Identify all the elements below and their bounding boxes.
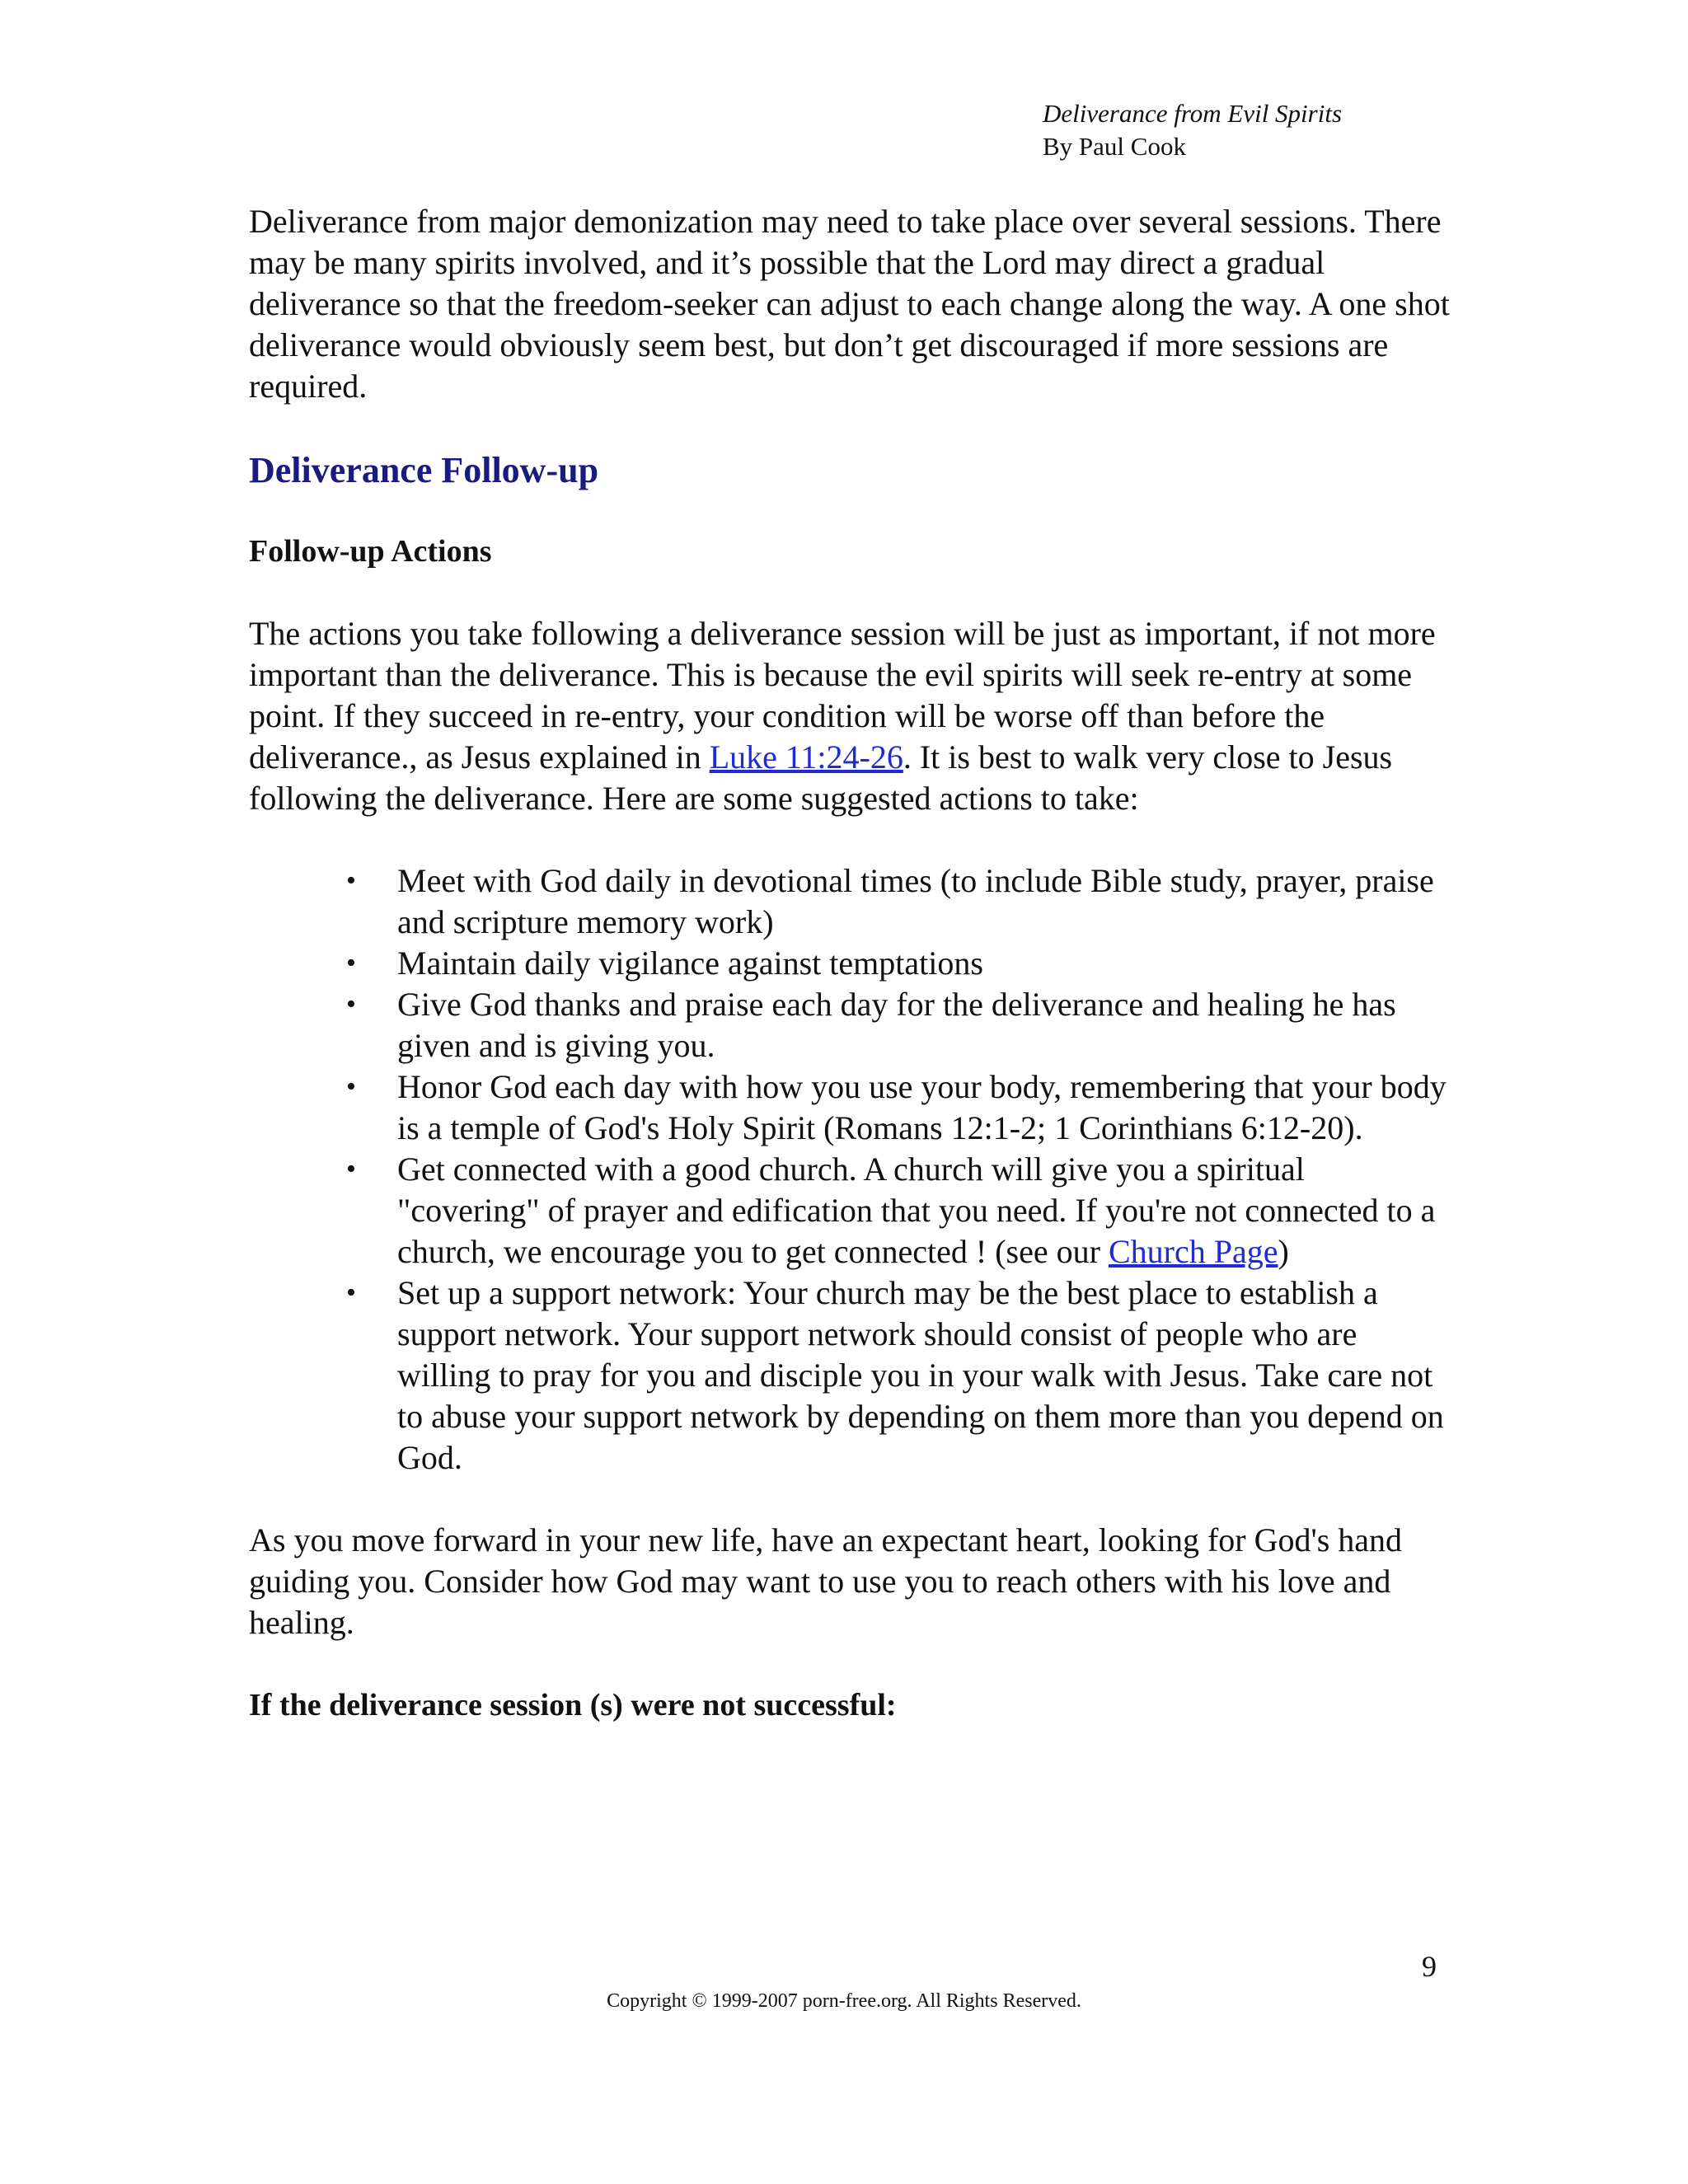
forward-paragraph: As you move forward in your new life, have an expectant heart, looking for God's hand guiding you. Consider how God may want to use you to reach others with his love and healing. [249, 1521, 1403, 1641]
list-item [249, 1272, 1452, 1479]
list-item-text-end: ) [1278, 1233, 1289, 1270]
bullet-icon: • [346, 989, 356, 1019]
list-item-text: Set up a support network: Your church may be the best place to establish a support network. Your support network should consist of people who are willing to pray for you and disciple you in your walk with Jesus. Take care not to abuse your support network by depending on them more than you depend on God. [397, 1274, 1444, 1476]
actions-paragraph-text-end: . It is best to walk very close to Jesus following the deliverance. Here are some suggested actions to take: [249, 738, 1393, 817]
page-number: 9 [1422, 1950, 1437, 1983]
list-item-text: Get connected with a good church. A church will give you a spiritual "covering" of prayer and edification that you need. If you're not connected to a church, we encourage you to get connected ! (see our [397, 1151, 1436, 1270]
bullet-icon: • [346, 948, 356, 978]
actions-list [249, 860, 1452, 1479]
bullet-icon: • [346, 1277, 356, 1308]
list-item [249, 1066, 1452, 1149]
running-header-title: Deliverance from Evil Spirits [1043, 99, 1343, 128]
list-item-text: Honor God each day with how you use your body, remembering that your body is a temple of God's Holy Spirit (Romans 12:1-2; 1 Corinthians 6:12-20). [397, 1068, 1447, 1146]
running-header-author: By Paul Cook [1043, 132, 1186, 161]
list-item [249, 860, 1452, 943]
actions-paragraph-text: The actions you take following a deliverance session will be just as important, if not more important than the deliverance. This is because the evil spirits will seek re-entry at some point. If they succeed in re-entry, your condition will be worse off than before the deliverance., as Jesus explained in [249, 615, 1436, 776]
bullet-icon: • [346, 1071, 356, 1102]
list-item [249, 984, 1452, 1066]
copyright-footer: Copyright © 1999-2007 porn-free.org. All Rights Reserved. [607, 1990, 1081, 2012]
list-item-text: Maintain daily vigilance against temptations [397, 944, 983, 982]
luke-reference-link[interactable]: Luke 11:24-26 [709, 738, 903, 776]
list-item [249, 1149, 1452, 1272]
list-item-text: Give God thanks and praise each day for the deliverance and healing he has given and is giving you. [397, 986, 1396, 1064]
bullet-icon: • [346, 865, 356, 896]
running-header [1043, 97, 1342, 163]
follow-up-actions-heading: Follow-up Actions [249, 534, 492, 569]
actions-paragraph [249, 613, 1452, 819]
page-body [249, 201, 1452, 1726]
bullet-icon: • [346, 1154, 356, 1184]
list-item-text: Meet with God daily in devotional times (to include Bible study, prayer, praise and scripture memory work) [397, 862, 1434, 940]
intro-paragraph: Deliverance from major demonization may need to take place over several sessions. There may be many spirits involved, and it’s possible that the Lord may direct a gradual deliverance so that the freedom-seeker can adjust to each change along the way. A one shot deliverance would obviously seem best, but don’t get discouraged if more sessions are required. [249, 203, 1450, 405]
church-page-link[interactable]: Church Page [1108, 1233, 1278, 1270]
section-heading: Deliverance Follow-up [249, 450, 599, 490]
not-successful-heading: If the deliverance session (s) were not successful: [249, 1688, 897, 1722]
list-item [249, 943, 1452, 984]
